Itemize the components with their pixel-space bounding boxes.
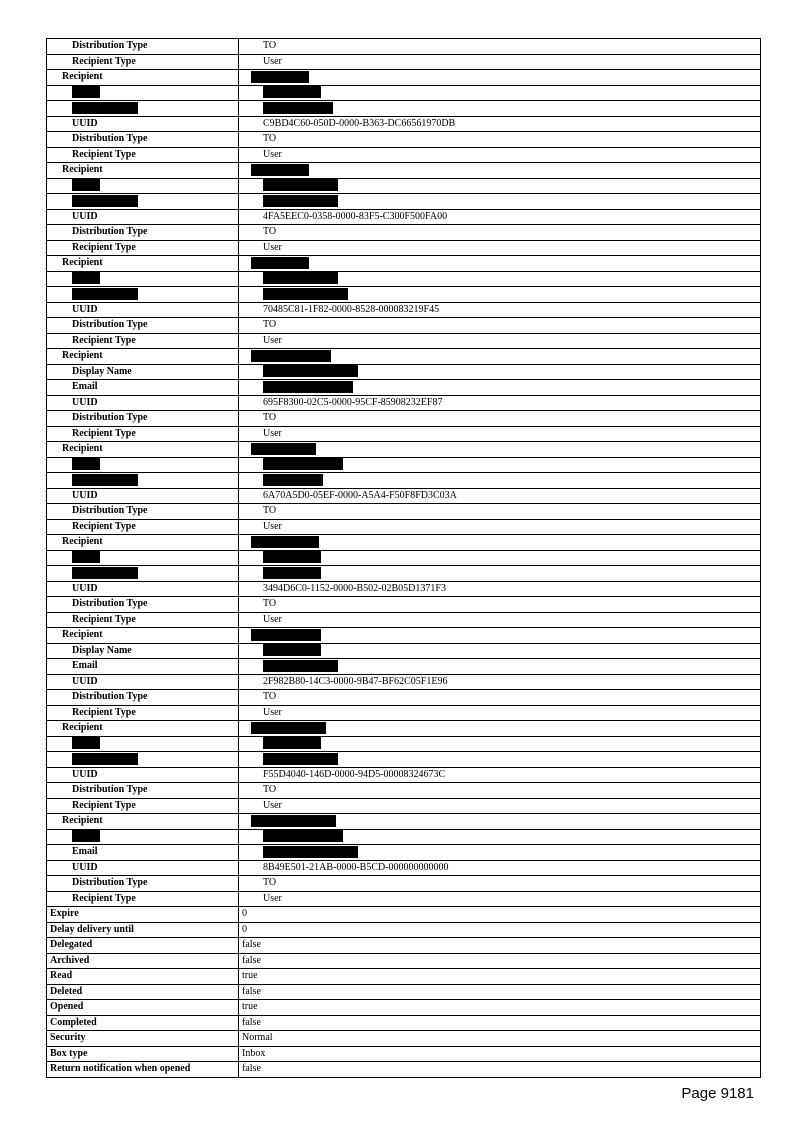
property-key: Expire	[47, 907, 239, 923]
property-row	[47, 457, 761, 473]
property-key: Distribution Type	[47, 225, 239, 241]
property-value	[239, 473, 761, 489]
redaction-bar	[263, 830, 343, 842]
property-row	[47, 271, 761, 287]
property-key: Archived	[47, 953, 239, 969]
redaction-bar	[72, 272, 100, 284]
property-value: TO	[239, 318, 761, 334]
property-value: C9BD4C60-050D-0000-B363-DC66561970DB	[239, 116, 761, 132]
property-row	[47, 287, 761, 303]
property-row	[47, 225, 761, 241]
properties-table-body	[47, 39, 761, 1078]
property-key: Recipient Type	[47, 333, 239, 349]
property-key: Completed	[47, 1015, 239, 1031]
redaction-bar	[263, 272, 338, 284]
property-key: UUID	[47, 674, 239, 690]
redaction-bar	[251, 257, 309, 269]
property-row	[47, 1062, 761, 1078]
redaction-bar	[263, 753, 338, 765]
page-number: Page 9181	[681, 1085, 754, 1102]
property-key: Recipient Type	[47, 612, 239, 628]
property-key: Distribution Type	[47, 132, 239, 148]
property-key	[47, 473, 239, 489]
property-key: UUID	[47, 395, 239, 411]
property-row	[47, 349, 761, 365]
property-row	[47, 411, 761, 427]
property-value	[239, 721, 761, 737]
property-value	[239, 271, 761, 287]
property-row	[47, 845, 761, 861]
property-key: Display Name	[47, 364, 239, 380]
property-key	[47, 101, 239, 117]
property-value	[239, 256, 761, 272]
property-value: TO	[239, 783, 761, 799]
property-value: TO	[239, 504, 761, 520]
property-key: Recipient Type	[47, 426, 239, 442]
redaction-bar	[263, 551, 321, 563]
property-key: Deleted	[47, 984, 239, 1000]
property-row	[47, 256, 761, 272]
property-value	[239, 85, 761, 101]
property-key	[47, 194, 239, 210]
redaction-bar	[263, 458, 343, 470]
property-row	[47, 194, 761, 210]
property-key: Email	[47, 380, 239, 396]
property-key: Recipient Type	[47, 147, 239, 163]
property-value	[239, 287, 761, 303]
property-value	[239, 442, 761, 458]
property-value	[239, 101, 761, 117]
property-key: Display Name	[47, 643, 239, 659]
property-key: Recipient Type	[47, 519, 239, 535]
property-key: Recipient	[47, 721, 239, 737]
property-value: 0	[239, 922, 761, 938]
property-value	[239, 178, 761, 194]
property-value: 0	[239, 907, 761, 923]
property-row	[47, 876, 761, 892]
property-value	[239, 364, 761, 380]
property-row	[47, 426, 761, 442]
property-key: Recipient	[47, 70, 239, 86]
redaction-bar	[263, 737, 321, 749]
property-key: Distribution Type	[47, 783, 239, 799]
property-row	[47, 922, 761, 938]
property-key: Distribution Type	[47, 504, 239, 520]
property-key: Distribution Type	[47, 39, 239, 55]
property-key: Recipient	[47, 256, 239, 272]
property-key	[47, 550, 239, 566]
property-value	[239, 194, 761, 210]
redaction-bar	[263, 660, 338, 672]
property-key: UUID	[47, 767, 239, 783]
property-value: 6A70A5D0-05EF-0000-A5A4-F50F8FD3C03A	[239, 488, 761, 504]
property-row	[47, 132, 761, 148]
property-value	[239, 829, 761, 845]
property-value	[239, 70, 761, 86]
property-value: 3494D6C0-1152-0000-B502-02B05D1371F3	[239, 581, 761, 597]
property-row	[47, 674, 761, 690]
property-row	[47, 1015, 761, 1031]
property-value: 4FA5EEC0-0358-0000-83F5-C300F500FA00	[239, 209, 761, 225]
redaction-bar	[72, 737, 100, 749]
property-row	[47, 85, 761, 101]
property-row	[47, 628, 761, 644]
property-value: TO	[239, 225, 761, 241]
property-key: UUID	[47, 581, 239, 597]
property-value: 695F8300-02C5-0000-95CF-85908232EF87	[239, 395, 761, 411]
property-value: User	[239, 612, 761, 628]
property-row	[47, 116, 761, 132]
property-row	[47, 581, 761, 597]
property-row	[47, 783, 761, 799]
property-row	[47, 473, 761, 489]
redaction-bar	[72, 567, 138, 579]
property-row	[47, 364, 761, 380]
property-value: TO	[239, 876, 761, 892]
property-value	[239, 163, 761, 179]
property-row	[47, 209, 761, 225]
property-key: Distribution Type	[47, 597, 239, 613]
property-row	[47, 705, 761, 721]
redaction-bar	[72, 86, 100, 98]
property-key: Box type	[47, 1046, 239, 1062]
property-key	[47, 287, 239, 303]
property-row	[47, 969, 761, 985]
property-key: Security	[47, 1031, 239, 1047]
property-row	[47, 488, 761, 504]
property-key: Recipient Type	[47, 705, 239, 721]
property-key: Recipient Type	[47, 798, 239, 814]
property-key: UUID	[47, 488, 239, 504]
property-key: Opened	[47, 1000, 239, 1016]
property-key: Recipient	[47, 163, 239, 179]
property-row	[47, 395, 761, 411]
property-value: true	[239, 969, 761, 985]
redaction-bar	[72, 551, 100, 563]
property-key	[47, 752, 239, 768]
property-key	[47, 736, 239, 752]
redaction-bar	[263, 365, 358, 377]
property-value	[239, 457, 761, 473]
redaction-bar	[251, 629, 321, 641]
property-row	[47, 318, 761, 334]
property-key: Distribution Type	[47, 690, 239, 706]
redaction-bar	[251, 350, 331, 362]
property-row	[47, 860, 761, 876]
property-row	[47, 1046, 761, 1062]
property-value: User	[239, 333, 761, 349]
property-row	[47, 504, 761, 520]
redaction-bar	[72, 753, 138, 765]
property-value: User	[239, 426, 761, 442]
property-key: Recipient Type	[47, 54, 239, 70]
property-key: UUID	[47, 860, 239, 876]
redaction-bar	[251, 71, 309, 83]
property-key: UUID	[47, 116, 239, 132]
property-key	[47, 178, 239, 194]
property-value	[239, 349, 761, 365]
redaction-bar	[263, 86, 321, 98]
property-value	[239, 535, 761, 551]
property-key: Recipient	[47, 535, 239, 551]
property-row	[47, 380, 761, 396]
property-key: Read	[47, 969, 239, 985]
property-row	[47, 519, 761, 535]
property-row	[47, 147, 761, 163]
property-value	[239, 566, 761, 582]
property-row	[47, 597, 761, 613]
redaction-bar	[251, 443, 316, 455]
redaction-bar	[251, 536, 319, 548]
property-value: 2F982B80-14C3-0000-9B47-BF62C05F1E96	[239, 674, 761, 690]
property-value	[239, 380, 761, 396]
property-key: Distribution Type	[47, 411, 239, 427]
redaction-bar	[263, 846, 358, 858]
property-key: Recipient	[47, 814, 239, 830]
property-value: User	[239, 891, 761, 907]
redaction-bar	[72, 830, 100, 842]
properties-table	[46, 38, 761, 1078]
property-key: UUID	[47, 302, 239, 318]
property-key: Recipient	[47, 442, 239, 458]
message-properties-sheet	[46, 38, 711, 1078]
property-value: TO	[239, 597, 761, 613]
property-row	[47, 178, 761, 194]
property-row	[47, 984, 761, 1000]
redaction-bar	[263, 474, 323, 486]
property-value	[239, 752, 761, 768]
property-row	[47, 953, 761, 969]
property-value: Normal	[239, 1031, 761, 1047]
property-row	[47, 535, 761, 551]
property-value: TO	[239, 39, 761, 55]
property-value: TO	[239, 411, 761, 427]
redaction-bar	[263, 195, 338, 207]
property-value: false	[239, 953, 761, 969]
property-row	[47, 1031, 761, 1047]
property-row	[47, 907, 761, 923]
property-row	[47, 442, 761, 458]
property-value: true	[239, 1000, 761, 1016]
redaction-bar	[251, 164, 309, 176]
property-row	[47, 659, 761, 675]
property-row	[47, 70, 761, 86]
property-row	[47, 690, 761, 706]
property-row	[47, 39, 761, 55]
redaction-bar	[263, 179, 338, 191]
redaction-bar	[72, 102, 138, 114]
redaction-bar	[72, 474, 138, 486]
property-key: Email	[47, 845, 239, 861]
property-row	[47, 798, 761, 814]
property-row	[47, 938, 761, 954]
property-value: 8B49E501-21AB-0000-B5CD-000000000000	[239, 860, 761, 876]
property-row	[47, 721, 761, 737]
property-value: User	[239, 519, 761, 535]
property-value: false	[239, 938, 761, 954]
property-row	[47, 333, 761, 349]
property-row	[47, 302, 761, 318]
property-key: Return notification when opened	[47, 1062, 239, 1078]
property-row	[47, 54, 761, 70]
property-key: Distribution Type	[47, 876, 239, 892]
property-value: User	[239, 240, 761, 256]
property-row	[47, 814, 761, 830]
property-row	[47, 752, 761, 768]
property-value: TO	[239, 132, 761, 148]
property-row	[47, 612, 761, 628]
property-key: Recipient	[47, 349, 239, 365]
property-key: Delay delivery until	[47, 922, 239, 938]
property-key: Recipient Type	[47, 891, 239, 907]
redaction-bar	[263, 381, 353, 393]
property-row	[47, 736, 761, 752]
redaction-bar	[72, 288, 138, 300]
property-row	[47, 163, 761, 179]
property-value: false	[239, 1015, 761, 1031]
property-key	[47, 566, 239, 582]
property-key: Email	[47, 659, 239, 675]
redaction-bar	[263, 644, 321, 656]
property-value: User	[239, 54, 761, 70]
redaction-bar	[72, 458, 100, 470]
property-key	[47, 829, 239, 845]
redaction-bar	[251, 722, 326, 734]
property-row	[47, 566, 761, 582]
property-row	[47, 643, 761, 659]
redaction-bar	[263, 102, 333, 114]
property-row	[47, 767, 761, 783]
property-value: TO	[239, 690, 761, 706]
property-key	[47, 85, 239, 101]
property-row	[47, 240, 761, 256]
property-row	[47, 550, 761, 566]
property-value	[239, 628, 761, 644]
property-row	[47, 829, 761, 845]
property-value	[239, 659, 761, 675]
property-key: UUID	[47, 209, 239, 225]
property-key: Recipient	[47, 628, 239, 644]
property-row	[47, 1000, 761, 1016]
redaction-bar	[251, 815, 336, 827]
property-value: Inbox	[239, 1046, 761, 1062]
property-value: User	[239, 798, 761, 814]
redaction-bar	[263, 288, 348, 300]
property-row	[47, 891, 761, 907]
property-value	[239, 736, 761, 752]
property-value: 70485C81-1F82-0000-8528-000083219F45	[239, 302, 761, 318]
property-value	[239, 845, 761, 861]
property-value: User	[239, 705, 761, 721]
property-value	[239, 550, 761, 566]
property-value	[239, 814, 761, 830]
property-key	[47, 457, 239, 473]
redaction-bar	[72, 179, 100, 191]
property-key: Delegated	[47, 938, 239, 954]
property-key	[47, 271, 239, 287]
property-value	[239, 643, 761, 659]
redaction-bar	[263, 567, 321, 579]
property-value: false	[239, 984, 761, 1000]
property-value: User	[239, 147, 761, 163]
property-key: Distribution Type	[47, 318, 239, 334]
redaction-bar	[72, 195, 138, 207]
property-value: F55D4040-146D-0000-94D5-00008324673C	[239, 767, 761, 783]
property-key: Recipient Type	[47, 240, 239, 256]
property-value: false	[239, 1062, 761, 1078]
property-row	[47, 101, 761, 117]
